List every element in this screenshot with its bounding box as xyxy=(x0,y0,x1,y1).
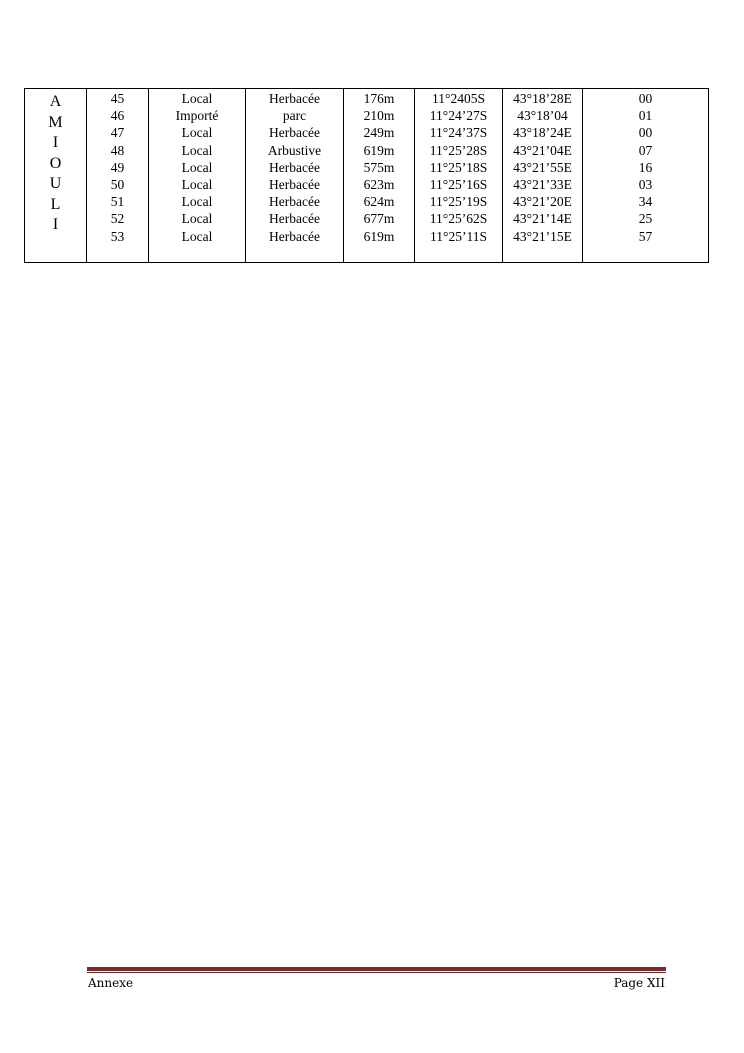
origine-value: Local xyxy=(181,211,213,227)
altitude-value: 624m xyxy=(363,194,395,210)
valeur-value: 00 xyxy=(638,91,653,106)
strate-value: Herbacée xyxy=(269,177,320,193)
numero-value: 48 xyxy=(110,142,125,158)
site-name-cell xyxy=(25,89,87,263)
latitude-value: 11°24’37S xyxy=(429,125,488,141)
origine-value: Local xyxy=(181,177,213,193)
footer-rule xyxy=(87,967,666,971)
longitude-value: 43°21’33E xyxy=(513,177,572,193)
strate-value: Herbacée xyxy=(269,125,320,141)
numero-value: 49 xyxy=(110,159,125,175)
altitude-value: 249m xyxy=(363,125,395,141)
latitude-value: 11°24’27S xyxy=(429,108,488,124)
latitude-value: 11°25’11S xyxy=(430,228,487,244)
longitude-value: 43°18’04 xyxy=(517,108,568,124)
site-letter: M xyxy=(48,113,63,131)
strate-value: Herbacée xyxy=(269,159,320,175)
latitude-value: 11°25’62S xyxy=(429,211,488,227)
numero-value: 45 xyxy=(110,91,125,106)
numero-value: 53 xyxy=(110,228,125,244)
site-letter: O xyxy=(49,154,62,172)
strate-cell xyxy=(246,89,344,263)
longitude-value: 43°21’15E xyxy=(513,228,572,244)
altitude-value: 623m xyxy=(363,177,395,193)
altitude-value: 176m xyxy=(363,91,395,106)
altitude-value: 677m xyxy=(363,211,395,227)
valeur-value: 25 xyxy=(638,211,653,227)
strate-value: parc xyxy=(282,108,307,124)
valeur-cell xyxy=(583,89,709,263)
site-letter: U xyxy=(49,175,62,192)
numero-value: 51 xyxy=(110,194,125,210)
origine-value: Local xyxy=(181,228,213,244)
valeur-value: 34 xyxy=(638,194,653,210)
site-letter: I xyxy=(52,134,59,151)
longitude-value: 43°18’24E xyxy=(513,125,572,141)
altitude-value: 619m xyxy=(363,142,395,158)
site-letter: I xyxy=(52,216,59,233)
origine-value: Local xyxy=(181,159,213,175)
strate-value: Herbacée xyxy=(269,228,320,244)
origine-value: Local xyxy=(181,194,213,210)
longitude-value: 43°21’55E xyxy=(513,159,572,175)
longitude-value: 43°21’04E xyxy=(513,142,572,158)
longitude-value: 43°21’20E xyxy=(513,194,572,210)
footer-page-number: Page XII xyxy=(613,976,665,990)
latitude-value: 11°25’28S xyxy=(429,142,488,158)
altitude-value: 575m xyxy=(363,159,395,175)
site-letter: L xyxy=(50,195,61,213)
valeur-value: 03 xyxy=(638,177,653,193)
altitude-cell xyxy=(344,89,415,263)
strate-value: Herbacée xyxy=(269,91,320,106)
latitude-cell xyxy=(415,89,503,263)
footer-rule-thin xyxy=(87,972,666,973)
numero-value: 52 xyxy=(110,211,125,227)
latitude-value: 11°25’18S xyxy=(429,159,488,175)
numero-cell xyxy=(87,89,149,263)
strate-value: Herbacée xyxy=(269,211,320,227)
longitude-value: 43°21’14E xyxy=(513,211,572,227)
altitude-value: 619m xyxy=(363,228,395,244)
valeur-value: 57 xyxy=(638,228,653,244)
valeur-value: 07 xyxy=(638,142,653,158)
origine-value: Local xyxy=(181,125,213,141)
footer-section-label: Annexe xyxy=(88,976,134,990)
origine-value: Local xyxy=(181,142,213,158)
numero-value: 47 xyxy=(110,125,125,141)
valeur-value: 00 xyxy=(638,125,653,141)
data-table xyxy=(24,88,709,263)
table-row xyxy=(25,89,709,263)
strate-value: Arbustive xyxy=(267,142,322,158)
valeur-value: 01 xyxy=(638,108,653,124)
origine-cell xyxy=(149,89,246,263)
latitude-value: 11°25’19S xyxy=(429,194,488,210)
valeur-value: 16 xyxy=(638,159,653,175)
numero-value: 50 xyxy=(110,177,125,193)
latitude-value: 11°25’16S xyxy=(429,177,488,193)
altitude-value: 210m xyxy=(363,108,395,124)
site-letter: A xyxy=(49,93,62,110)
numero-value: 46 xyxy=(110,108,125,124)
origine-value: Local xyxy=(181,91,213,106)
origine-value: Importé xyxy=(175,108,219,124)
latitude-value: 11°2405S xyxy=(432,91,485,106)
strate-value: Herbacée xyxy=(269,194,320,210)
longitude-value: 43°18’28E xyxy=(513,91,572,106)
longitude-cell xyxy=(503,89,583,263)
